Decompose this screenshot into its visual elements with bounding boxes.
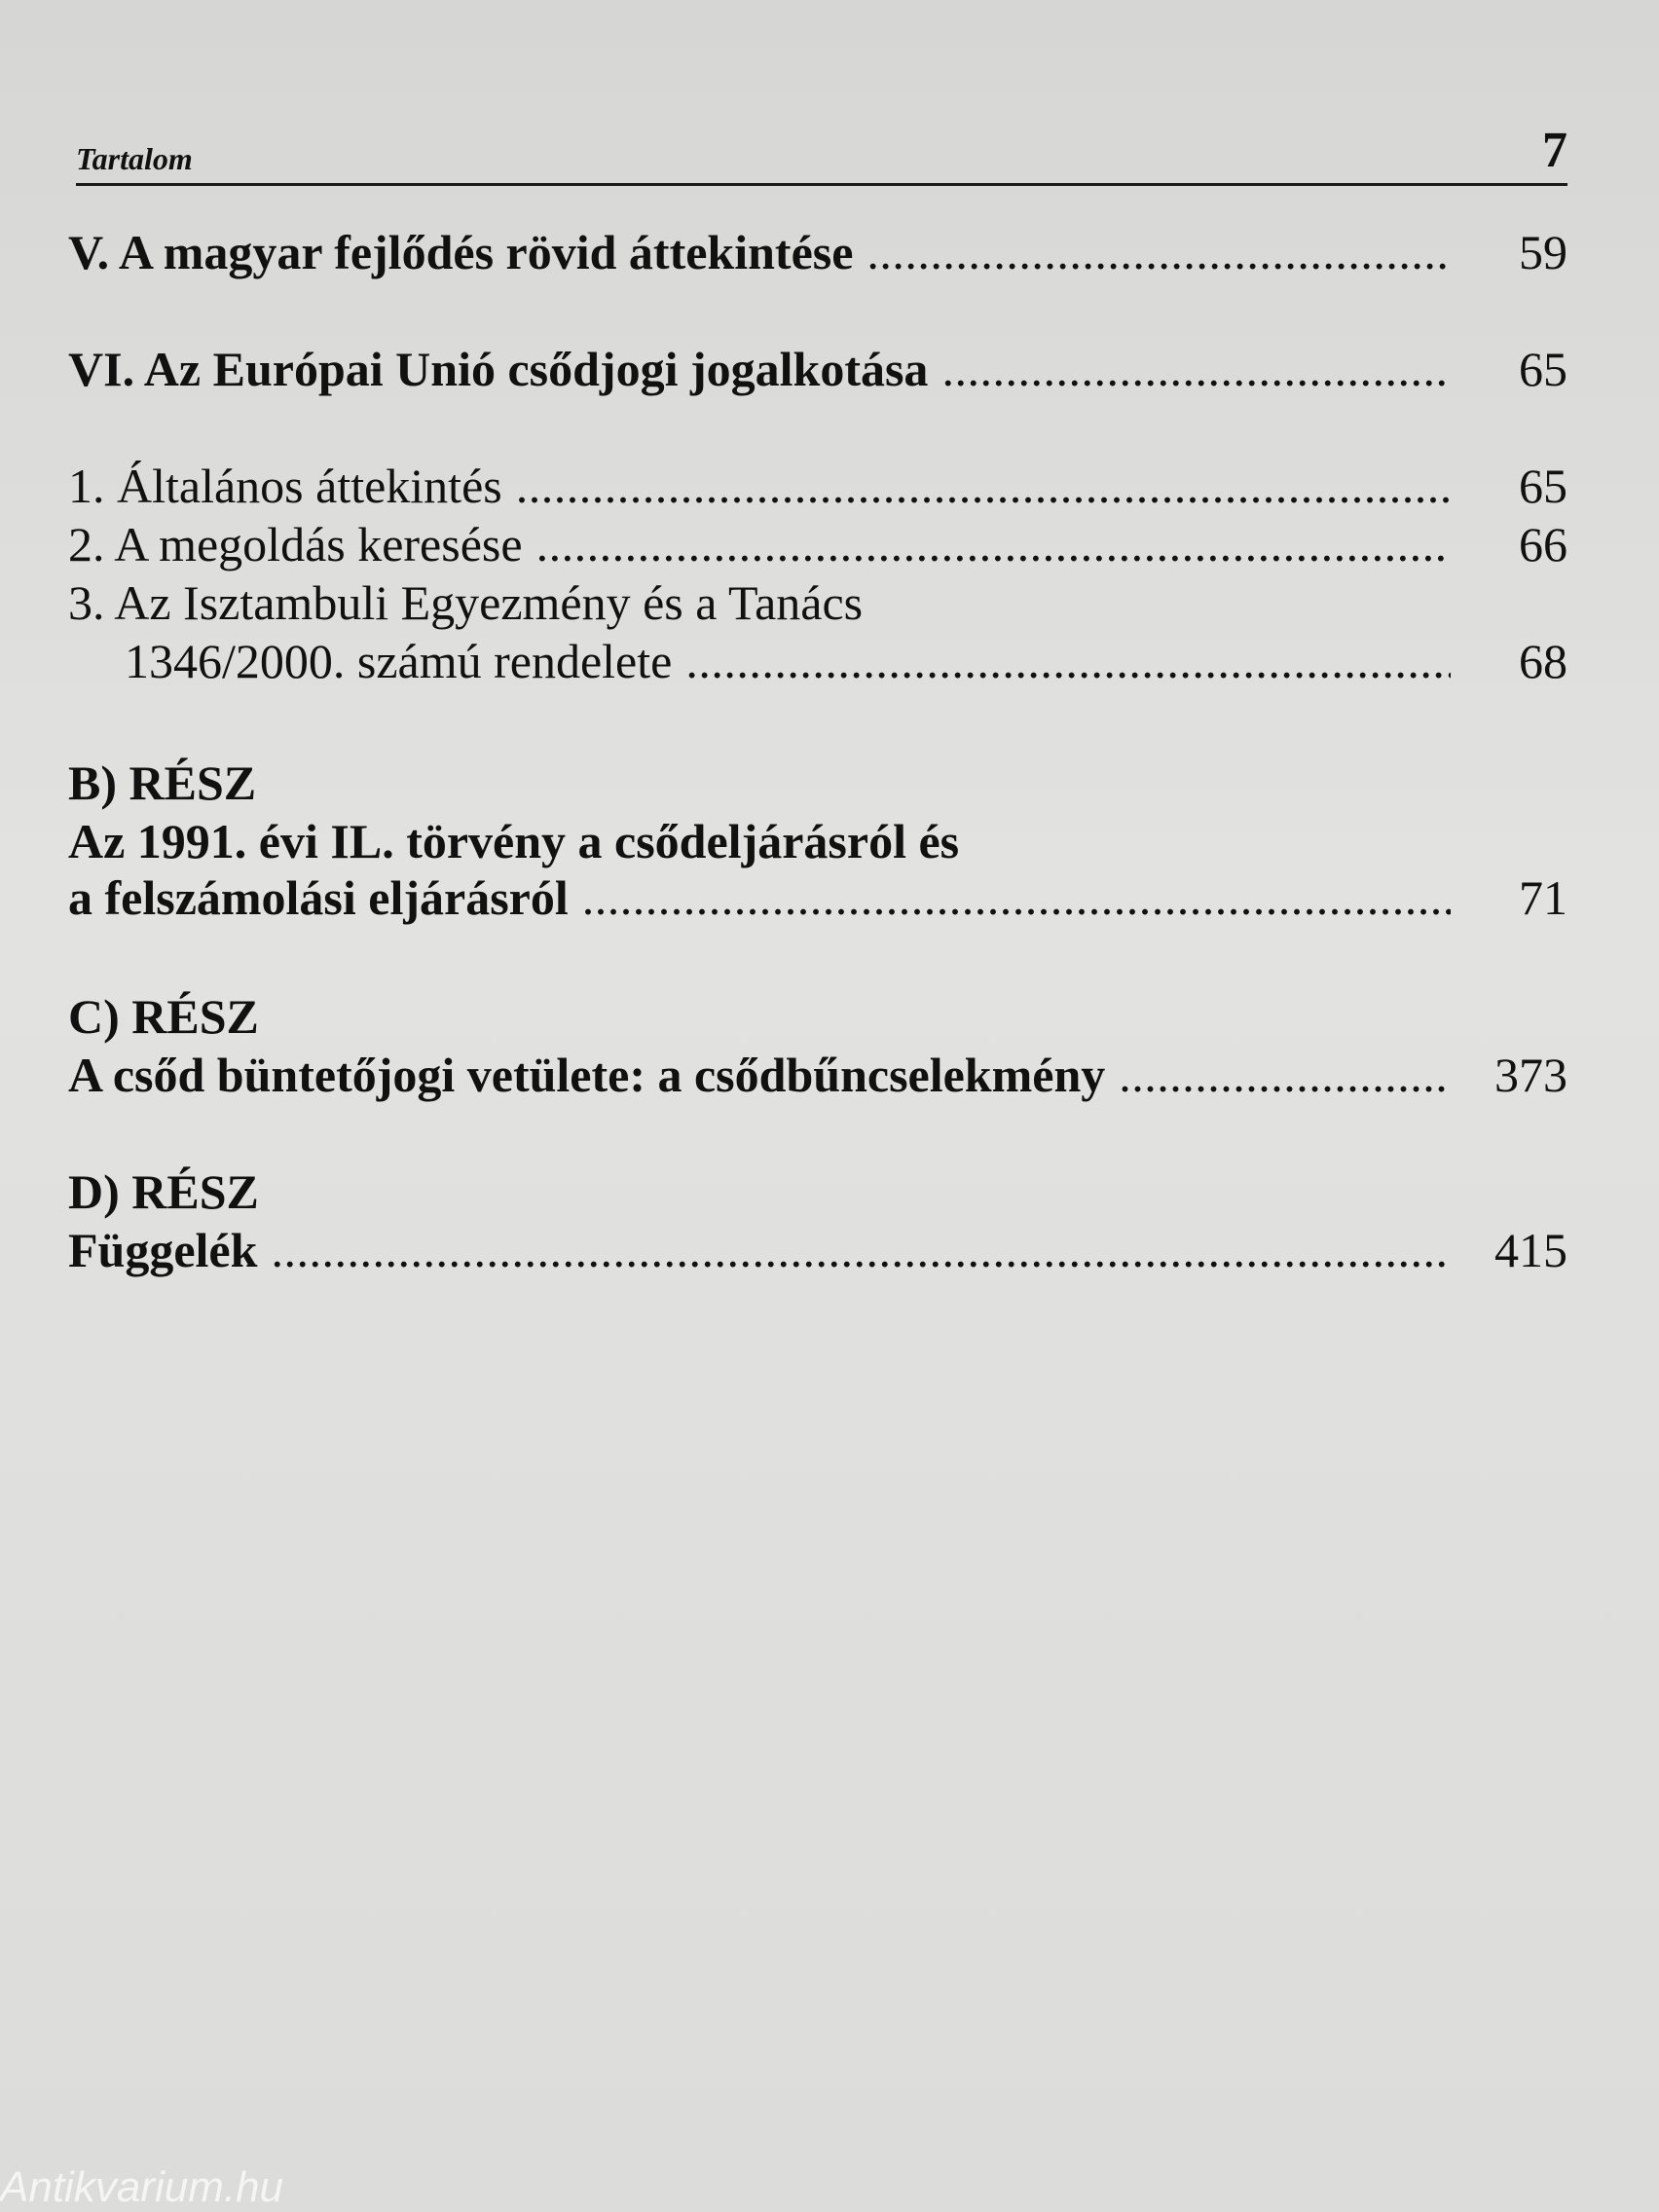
part-d-heading: D) RÉSZ	[68, 1164, 259, 1219]
toc-entry-label: a felszámolási eljárásról	[68, 870, 569, 925]
toc-entry-chapter-5	[68, 224, 1567, 284]
dot-leader	[941, 341, 1451, 397]
header-title: Tartalom	[76, 141, 193, 176]
watermark: Antikvarium.hu	[0, 2163, 284, 2211]
part-b-title-line1: Az 1991. évi IL. törvény a csődeljárásról és	[68, 814, 960, 868]
toc-entry-label: V. A magyar fejlődés rövid áttekintése	[68, 225, 854, 279]
running-header	[76, 125, 1567, 186]
part-c-heading: C) RÉSZ	[68, 989, 259, 1044]
toc-entry-chapter-6	[68, 341, 1567, 401]
part-b-heading: B) RÉSZ	[68, 756, 257, 810]
dot-leader	[271, 1222, 1451, 1278]
toc-entry-sub-2	[68, 516, 1567, 576]
toc-entry-label: 2. A megoldás keresése	[68, 517, 523, 571]
toc-entry-page: 66	[1519, 517, 1567, 571]
toc-entry-sub-3-line1: 3. Az Isztambuli Egyezmény és a Tanács	[68, 575, 864, 630]
toc-entry-page: 68	[1519, 634, 1567, 688]
dot-leader	[536, 516, 1451, 572]
toc-entry-page: 65	[1519, 459, 1567, 513]
dot-leader	[516, 458, 1451, 514]
toc-entry-label: A csőd büntetőjogi vetülete: a csődbűncselekmény	[68, 1048, 1106, 1102]
toc-entry-part-c	[68, 1047, 1567, 1107]
toc-entry-label: Függelék	[68, 1223, 258, 1277]
toc-entry-page: 71	[1519, 870, 1567, 925]
dot-leader	[685, 633, 1451, 689]
toc-entry-part-d	[68, 1222, 1567, 1282]
toc-entry-page: 59	[1519, 225, 1567, 279]
toc-entry-label: 1. Általános áttekintés	[68, 459, 502, 513]
dot-leader	[582, 869, 1451, 926]
dot-leader	[866, 224, 1451, 280]
page-number: 7	[1542, 123, 1567, 178]
toc-entry-page: 65	[1519, 342, 1567, 396]
toc-entry-sub-1	[68, 458, 1567, 518]
toc-entry-page: 415	[1494, 1223, 1567, 1277]
toc-entry-sub-3	[125, 633, 1567, 693]
toc-entry-part-b	[68, 869, 1567, 930]
toc-entry-page: 373	[1494, 1048, 1567, 1102]
toc-entry-label: 1346/2000. számú rendelete	[125, 634, 673, 688]
toc-entry-label: VI. Az Európai Unió csődjogi jogalkotása	[68, 342, 929, 396]
dot-leader	[1119, 1047, 1451, 1103]
